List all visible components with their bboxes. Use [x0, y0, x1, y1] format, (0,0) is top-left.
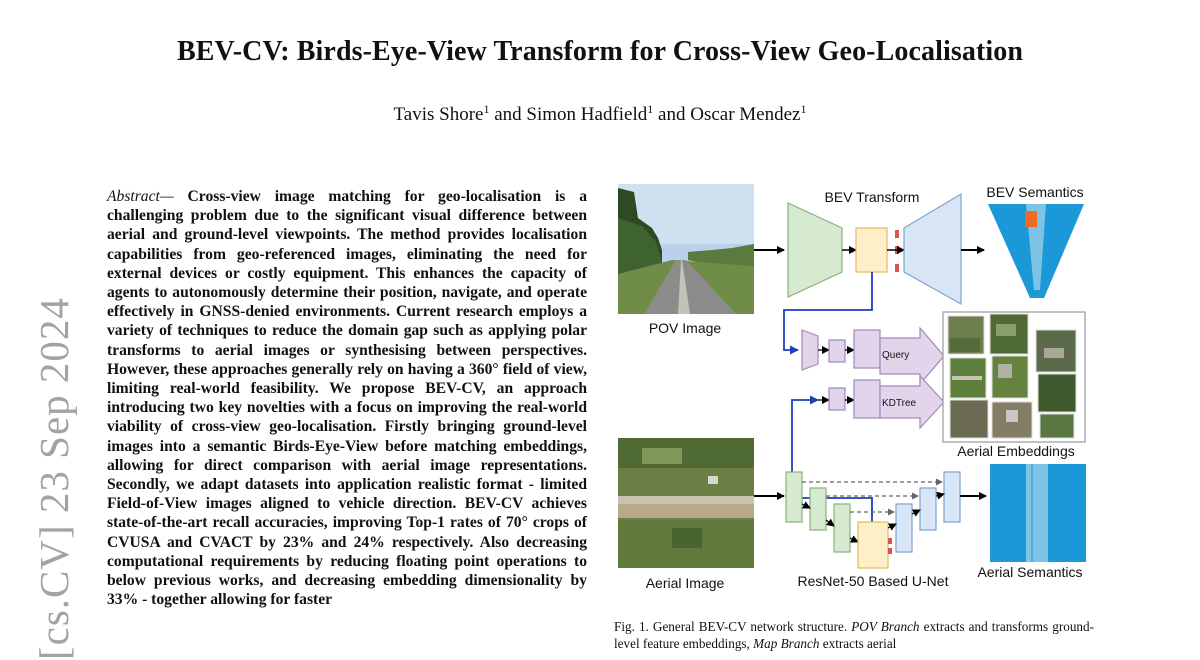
- caption-text: extracts and transforms ground-level feature embeddings,: [614, 619, 1095, 651]
- arrow-unet-up: [912, 510, 920, 514]
- aerial-embeddings-panel: [943, 312, 1085, 442]
- unet-encoder-block: [786, 472, 802, 522]
- abstract-label: Abstract—: [107, 188, 174, 205]
- figure-bev-cv-architecture: [612, 178, 1102, 608]
- caption-term: POV Branch: [851, 619, 920, 634]
- unet-decoder-block: [944, 472, 960, 522]
- author-name: Oscar Mendez: [690, 104, 801, 125]
- bev-vehicle-marker: [1025, 211, 1037, 227]
- caption-term: Map Branch: [753, 636, 820, 651]
- author-affiliation: 1: [800, 102, 807, 116]
- red-token: [888, 548, 892, 554]
- caption-text: General BEV-CV network structure.: [648, 619, 852, 634]
- author-name: Tavis Shore: [393, 104, 484, 125]
- bev-encoder-trapezoid: [788, 203, 842, 297]
- red-token: [895, 264, 899, 272]
- author-name: Simon Hadfield: [526, 104, 648, 125]
- bev-decoder-trapezoid: [904, 194, 961, 304]
- pov-image-label: POV Image: [648, 320, 722, 336]
- map-branch-block: [854, 380, 880, 418]
- arrow-unet-up: [936, 494, 944, 496]
- pov-branch-block: [854, 330, 880, 368]
- arrow-unet-up: [888, 524, 896, 528]
- query-label: Query: [882, 350, 910, 361]
- aerial-image: [618, 438, 754, 568]
- aerial-image-label: Aerial Image: [645, 575, 725, 591]
- arrow-unet-down: [802, 504, 810, 508]
- red-token: [895, 230, 899, 238]
- author-list: [0, 104, 1200, 126]
- unet-decoder-block: [920, 488, 936, 530]
- paper-title: BEV-CV: Birds-Eye-View Transform for Cross-View Geo-Localisation: [176, 36, 1024, 67]
- aerial-semantics-label: Aerial Semantics: [977, 564, 1083, 580]
- author-affiliation: 1: [647, 102, 654, 116]
- arxiv-stamp: [cs.CV] 23 Sep 2024: [31, 297, 77, 660]
- pov-image: [618, 184, 754, 314]
- aerial-road-strip: [1026, 464, 1048, 562]
- abstract-text: Cross-view image matching for geo-localisation is a challenging problem due to the significant visual difference between aerial and ground-level viewpoints. The method provides localisation capabilities from geo-referenced images, eliminating the need for external devices or costly equipment. This enhances the capacity of agents to autonomously determine their position, navigate, and operate effectively in GNSS-denied environments. Current research employs a variety of techniques to reduce the domain gap such as applying polar transforms to aerial images or synthesising between perspectives. However, these approaches generally rely on having a 360° field of view, limiting real-world feasibility. We propose BEV-CV, an approach introducing two key novelties with a focus on improving the real-world viability of cross-view geo-localisation. Firstly bringing ground-level images into a semantic Birds-Eye-View before matching embeddings, allowing for direct comparison with aerial image representations. Secondly, we adapt datasets into application realistic format - limited Field-of-View images aligned to vehicle direction. BEV-CV achieves state-of-the-art recall accuracies, improving Top-1 rates of 70° crops of CVUSA and CVACT by 23% and 24% respectively. Also decreasing computational requirements by reducing floating point operations to below previous works, and decreasing embedding dimensionality by 33% - together allowing for faster: [107, 188, 587, 609]
- architecture-diagram: [612, 178, 1102, 608]
- author-separator: and: [489, 104, 527, 125]
- caption-prefix: Fig. 1.: [614, 619, 649, 634]
- pov-branch-block: [829, 340, 845, 362]
- map-branch-block: [829, 388, 845, 410]
- arrow-unet-down: [850, 538, 858, 542]
- unet-bottleneck: [858, 522, 888, 568]
- arrow-unet-down: [826, 520, 834, 526]
- bev-transform-label: BEV Transform: [824, 189, 920, 205]
- caption-text: extracts aerial: [819, 636, 897, 651]
- author-separator: and: [653, 104, 691, 125]
- pov-branch-encoder: [802, 330, 818, 370]
- abstract: [107, 187, 587, 609]
- bev-bottleneck: [856, 228, 887, 272]
- aerial-embeddings-label: Aerial Embeddings: [957, 443, 1075, 459]
- unet-encoder-block: [834, 504, 850, 552]
- figure-caption: [614, 618, 1094, 652]
- red-token: [888, 538, 892, 544]
- unet-decoder-block: [896, 504, 912, 552]
- unet-encoder-block: [810, 488, 826, 530]
- author-affiliation: 1: [483, 102, 490, 116]
- bev-semantics-label: BEV Semantics: [986, 184, 1084, 200]
- kdtree-label: KDTree: [882, 398, 917, 409]
- unet-label: ResNet-50 Based U-Net: [797, 573, 949, 589]
